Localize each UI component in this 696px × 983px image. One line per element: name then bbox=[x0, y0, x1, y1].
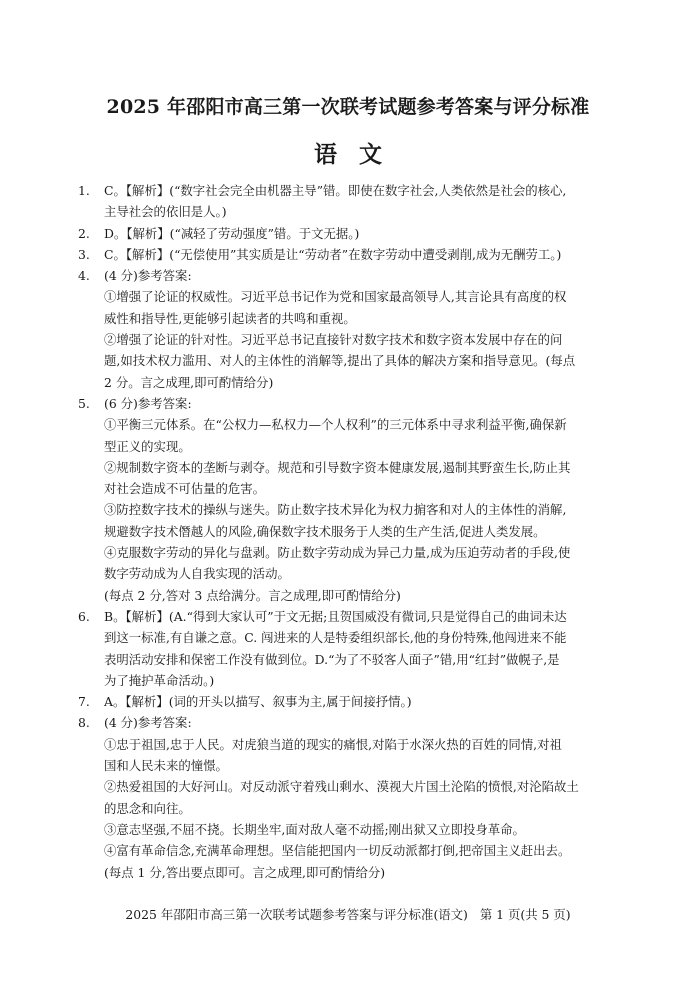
answer-line: (每点 1 分,答出要点即可。言之成理,即可酌情给分) bbox=[104, 864, 386, 880]
answer-line: ②增强了论证的针对性。习近平总书记直接针对数字技术和数字资本发展中存在的问 bbox=[104, 332, 563, 348]
answer-item bbox=[78, 393, 626, 606]
answer-line: ①平衡三元体系。在“公权力—私权力—个人权利”的三元体系中寻求利益平衡,确保新 bbox=[104, 417, 567, 433]
answer-line: ④克服数字劳动的异化与盘剥。防止数字劳动成为异己力量,成为压迫劳动者的手段,使 bbox=[104, 545, 571, 561]
answer-line: C。【解析】(“数字社会完全由机器主导”错。即使在数字社会,人类依然是社会的核心, bbox=[104, 183, 567, 198]
answer-line: 题,如技术权力滥用、对人的主体性的消解等,提出了具体的解决方案和指导意见。(每点 bbox=[104, 353, 576, 369]
answer-line: A。【解析】(词的开头以描写、叙事为主,属于间接抒情。) bbox=[104, 694, 412, 710]
document-title: 2025 年邵阳市高三第一次联考试题参考答案与评分标准 bbox=[106, 96, 590, 118]
answer-item bbox=[78, 691, 626, 712]
answer-line: ①增强了论证的权威性。习近平总书记作为党和国家最高领导人,其言论具有高度的权 bbox=[104, 289, 567, 305]
footer-document-name: 2025 年邵阳市高三第一次联考试题参考答案与评分标准(语文) bbox=[125, 907, 468, 922]
answer-line: 对社会造成不可估量的危害。 bbox=[104, 481, 266, 497]
answer-line: ③防控数字技术的操纵与迷失。防止数字技术异化为权力掮客和对人的主体性的消解, bbox=[104, 502, 567, 518]
answer-line: 型正义的实现。 bbox=[104, 438, 191, 454]
answer-line: (6 分)参考答案: bbox=[104, 395, 192, 411]
answer-line: 数字劳动成为人自我实现的活动。 bbox=[104, 566, 290, 582]
answer-line: 为了掩护革命活动。) bbox=[104, 672, 215, 688]
answer-item bbox=[78, 223, 626, 244]
question-number: 3. bbox=[78, 246, 90, 262]
answer-line: 主导社会的依旧是人。) bbox=[104, 204, 227, 220]
answer-line: (4 分)参考答案: bbox=[104, 715, 192, 731]
answer-line: (4 分)参考答案: bbox=[104, 268, 192, 284]
answer-line: 国和人民未来的憧憬。 bbox=[104, 758, 228, 774]
answer-line: 表明活动安排和保密工作没有做到位。D.“为了不驳客人面子”错,用“红封”做幌子,是 bbox=[104, 651, 560, 667]
question-number: 7. bbox=[78, 694, 90, 710]
answer-item bbox=[78, 244, 626, 265]
answer-line: 威性和指导性,更能够引起读者的共鸣和重视。 bbox=[104, 310, 356, 326]
answer-line: C。【解析】(“无偿使用”其实质是让“劳动者”在数字劳动中遭受剥削,成为无酬劳工。) bbox=[104, 246, 562, 262]
answer-line: 的思念和向往。 bbox=[104, 800, 191, 816]
answer-line: ③意志坚强,不屈不挠。长期坐牢,面对敌人毫不动摇;刚出狱又立即投身革命。 bbox=[104, 821, 525, 837]
answer-line: (每点 2 分,答对 3 点给满分。言之成理,即可酌情给分) bbox=[104, 587, 401, 603]
answer-line: 规避数字技术僭越人的风险,确保数字技术服务于人类的生产生活,促进人类发展。 bbox=[104, 523, 546, 539]
answer-line: 到这一标准,有自谦之意。C. 闯进来的人是特委组织部长,他的身份特殊,他闯进来不能 bbox=[104, 630, 567, 646]
question-number: 2. bbox=[78, 225, 90, 241]
answer-item bbox=[78, 265, 626, 393]
answer-item bbox=[78, 712, 626, 882]
answer-item bbox=[78, 180, 626, 223]
answer-item bbox=[78, 606, 626, 691]
answer-line: 2 分。言之成理,即可酌情给分) bbox=[104, 374, 274, 390]
footer-page-number: 第 1 页(共 5 页) bbox=[479, 907, 571, 922]
page-footer bbox=[0, 905, 696, 923]
answer-line: D。【解析】(“减轻了劳动强度”错。于文无据。) bbox=[104, 225, 360, 241]
question-number: 6. bbox=[78, 608, 90, 624]
question-number: 1. bbox=[78, 183, 90, 198]
question-number: 4. bbox=[78, 268, 90, 284]
answer-line: ④富有革命信念,充满革命理想。坚信能把国内一切反动派都打倒,把帝国主义赶出去。 bbox=[104, 843, 571, 859]
answer-line: B。【解析】(A.“得到大家认可”于文无据;且贺国威没有微词,只是觉得自己的曲词未达 bbox=[104, 608, 567, 624]
answer-line: ①忠于祖国,忠于人民。对虎狼当道的现实的痛恨,对陷于水深火热的百姓的同情,对祖 bbox=[104, 736, 562, 752]
answer-line: ②规制数字资本的垄断与剥夺。规范和引导数字资本健康发展,遏制其野蛮生长,防止其 bbox=[104, 459, 571, 475]
question-number: 5. bbox=[78, 395, 90, 411]
answer-content bbox=[78, 180, 626, 883]
subject-heading: 语文 bbox=[314, 141, 404, 168]
answer-line: ②热爱祖国的大好河山。对反动派守着残山剩水、漠视大片国土沦陷的愤恨,对沦陷故土 bbox=[104, 779, 579, 795]
question-number: 8. bbox=[78, 715, 90, 731]
